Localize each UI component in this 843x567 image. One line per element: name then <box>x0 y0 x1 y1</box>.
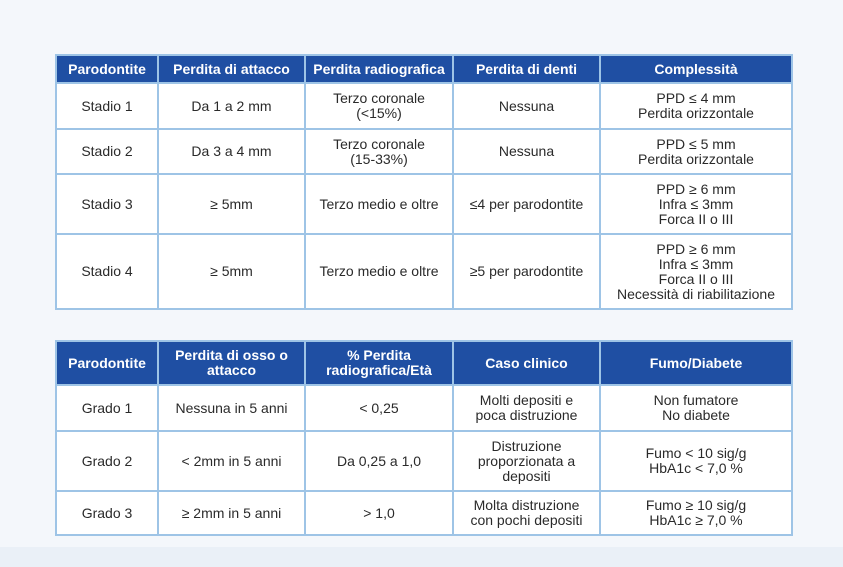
stage-cell: PPD ≥ 6 mm Infra ≤ 3mm Forca II o III Necessità di riabilitazione <box>600 234 792 309</box>
grade-header-bone-loss: Perdita di osso o attacco <box>158 341 305 385</box>
grade-cell: ≥ 2mm in 5 anni <box>158 491 305 535</box>
table-row <box>56 174 792 234</box>
grade-cell: Nessuna in 5 anni <box>158 385 305 431</box>
grade-cell: > 1,0 <box>305 491 453 535</box>
stage-cell: Terzo coronale (15-33%) <box>305 129 453 174</box>
stage-header-complexity: Complessità <box>600 55 792 83</box>
table-row <box>56 129 792 174</box>
periodontitis-grade-table <box>55 340 793 536</box>
stage-cell: PPD ≥ 6 mm Infra ≤ 3mm Forca II o III <box>600 174 792 234</box>
stage-cell: Stadio 1 <box>56 83 158 129</box>
grade-cell: Grado 2 <box>56 431 158 491</box>
grade-header-parodontite: Parodontite <box>56 341 158 385</box>
grade-header-smoking-diabetes: Fumo/Diabete <box>600 341 792 385</box>
grade-cell: < 2mm in 5 anni <box>158 431 305 491</box>
periodontitis-stage-table <box>55 54 793 310</box>
stage-cell: Terzo medio e oltre <box>305 234 453 309</box>
stage-cell: ≥ 5mm <box>158 174 305 234</box>
table-row <box>56 491 792 535</box>
grade-cell: Molti depositi e poca distruzione <box>453 385 600 431</box>
grade-cell: Grado 1 <box>56 385 158 431</box>
stage-header-row <box>56 55 792 83</box>
grade-cell: Da 0,25 a 1,0 <box>305 431 453 491</box>
stage-cell: Stadio 2 <box>56 129 158 174</box>
table-row <box>56 385 792 431</box>
stage-cell: PPD ≤ 4 mm Perdita orizzontale <box>600 83 792 129</box>
stage-cell: ≥5 per parodontite <box>453 234 600 309</box>
page-bottom-band <box>0 547 843 567</box>
grade-cell: Molta distruzione con pochi depositi <box>453 491 600 535</box>
stage-header-parodontite: Parodontite <box>56 55 158 83</box>
grade-header-clinical-case: Caso clinico <box>453 341 600 385</box>
grade-cell: Fumo ≥ 10 sig/g HbA1c ≥ 7,0 % <box>600 491 792 535</box>
table-row <box>56 83 792 129</box>
table-row <box>56 431 792 491</box>
grade-cell: Fumo < 10 sig/g HbA1c < 7,0 % <box>600 431 792 491</box>
grade-cell: < 0,25 <box>305 385 453 431</box>
stage-cell: Terzo medio e oltre <box>305 174 453 234</box>
table-row <box>56 234 792 309</box>
stage-header-tooth-loss: Perdita di denti <box>453 55 600 83</box>
stage-cell: Terzo coronale (<15%) <box>305 83 453 129</box>
grade-header-row <box>56 341 792 385</box>
stage-header-attachment-loss: Perdita di attacco <box>158 55 305 83</box>
stage-cell: PPD ≤ 5 mm Perdita orizzontale <box>600 129 792 174</box>
grade-header-radiographic-age: % Perdita radiografica/Età <box>305 341 453 385</box>
stage-cell: ≤4 per parodontite <box>453 174 600 234</box>
stage-cell: ≥ 5mm <box>158 234 305 309</box>
grade-cell: Non fumatore No diabete <box>600 385 792 431</box>
stage-cell: Nessuna <box>453 129 600 174</box>
stage-cell: Nessuna <box>453 83 600 129</box>
stage-cell: Da 3 a 4 mm <box>158 129 305 174</box>
stage-cell: Stadio 3 <box>56 174 158 234</box>
stage-cell: Stadio 4 <box>56 234 158 309</box>
stage-header-radiographic-loss: Perdita radiografica <box>305 55 453 83</box>
grade-cell: Distruzione proporzionata a depositi <box>453 431 600 491</box>
stage-cell: Da 1 a 2 mm <box>158 83 305 129</box>
grade-cell: Grado 3 <box>56 491 158 535</box>
